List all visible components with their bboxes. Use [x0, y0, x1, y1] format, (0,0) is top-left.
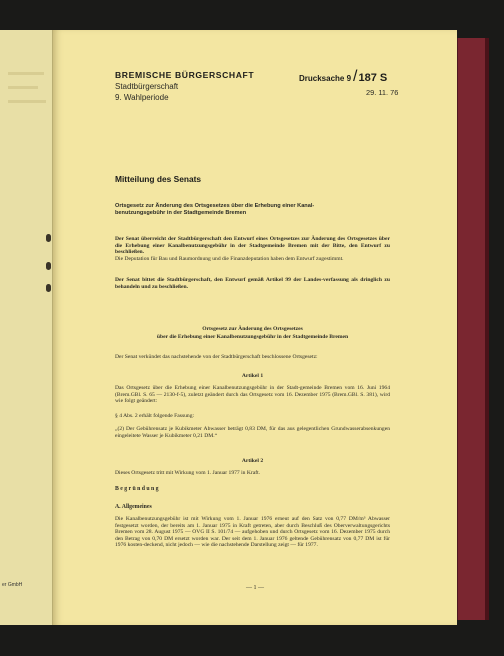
article-1-quote: „(2) Der Gebührensatz je Kubikmeter Abwasser beträgt 0,83 DM, für das aus gelegentlichen Grundwasserabsenkungen eingeleitete Wasser je Kubikmeter 0,21 DM.“ — [115, 426, 390, 439]
law-title-line-2: über die Erhebung einer Kanalbenutzungsgebühr in der Stadtgemeinde Bremen — [156, 334, 349, 340]
deputation-paragraph: Die Deputation für Bau und Raumordnung und die Finanzdeputation haben dem Entwurf zugestimmt. — [115, 256, 344, 262]
article-2-text: Dieses Ortsgesetz tritt mit Wirkung vom 1. Januar 1977 in Kraft. — [115, 470, 261, 476]
binder-cover-edge — [485, 38, 489, 620]
ghost-text-line — [8, 100, 46, 103]
document-title: Mitteilung des Senats — [115, 174, 202, 184]
document-subtitle: Ortsgesetz zur Änderung des Ortsgesetzes über die Erhebung einer Kanal-benutzungsgebühr in der Stadtgemeinde Bremen — [115, 203, 315, 217]
law-title-line-1: Ortsgesetz zur Änderung des Ortsgesetzes — [202, 326, 303, 332]
document-number — [299, 68, 387, 86]
proclamation-paragraph: Der Senat verkündet das nachstehende von der Stadtbürgerschaft beschlossene Ortsgesetz: — [115, 354, 318, 360]
binder-hole — [46, 262, 51, 270]
drucksache-number: 187 S — [358, 72, 388, 84]
binder-cover — [457, 38, 488, 620]
binder-hole — [46, 284, 51, 292]
drucksache-separator: / — [353, 68, 358, 85]
section-a-heading: A. Allgemeines — [115, 504, 152, 510]
drucksache-label: Drucksache 9 — [299, 74, 352, 83]
legislative-period: 9. Wahlperiode — [115, 93, 169, 102]
justification-heading: Begründung — [115, 486, 160, 492]
document-date: 29. 11. 76 — [366, 88, 399, 97]
section-a-text: Die Kanalbenutzungsgebühr ist mit Wirkung vom 1. Januar 1976 erneut auf den Satz von 0,77 DM/m³ Abwasser festgesetzt worden, der bereits am 1. Januar 1975 in Kraft getreten, aber durch Beschluß des Oberverwaltungsgerichts Bremen vom 28. August 1975 — OVG II S. 101/74 — aufgehoben und durch Ortsgesetz vom 16. Dezember 1975 durch den Betrag von 0,70 DM ersetzt worden war. Der seit dem 1. Januar 1976 geltende Gebührensatz von 0,77 DM ist für 1976 kosten-deckend, nicht jedoch — wie die nachstehende Darstellung zeigt — für 1977. — [115, 516, 390, 549]
binder-hole — [46, 234, 51, 242]
document-page — [53, 30, 457, 625]
previous-page-edge — [0, 30, 53, 625]
organization-name: BREMISCHE BÜRGERSCHAFT — [115, 70, 255, 80]
article-1-heading: Artikel 1 — [241, 373, 264, 379]
article-2-heading: Artikel 2 — [241, 458, 264, 464]
intro-paragraph: Der Senat überreicht der Stadtbürgerschaft den Entwurf eines Ortsgesetzes zur Änderung des Ortsgesetzes über die Erhebung einer Kanalbenutzungsgebühr in der Stadtgemeinde Bremen mit der Bitte, den Entwurf zu beschließen. — [115, 236, 390, 256]
urgency-request-paragraph: Der Senat bittet die Stadtbürgerschaft, den Entwurf gemäß Artikel 99 der Landes-verfassung als dringlich zu behandeln und zu beschließen. — [115, 277, 390, 290]
chamber-name: Stadtbürgerschaft — [115, 82, 179, 91]
article-1-subsection: § 4 Abs. 2 erhält folgende Fassung: — [115, 413, 195, 419]
ghost-text-line — [8, 86, 38, 89]
ghost-text-line — [8, 72, 44, 75]
previous-page-footer: er GmbH — [2, 582, 23, 588]
article-1-text: Das Ortsgesetz über die Erhebung einer Kanalbenutzungsgebühr in der Stadt-gemeinde Bremen vom 16. Juni 1964 (Brem.GBl. S. 65 — 2130-f-5), zuletzt geändert durch das Ortsgesetz vom 16. Dezember 1975 (Brem.GBl. S. 381), wird wie folgt geändert: — [115, 385, 390, 405]
page-number: — 1 — — [246, 585, 264, 591]
